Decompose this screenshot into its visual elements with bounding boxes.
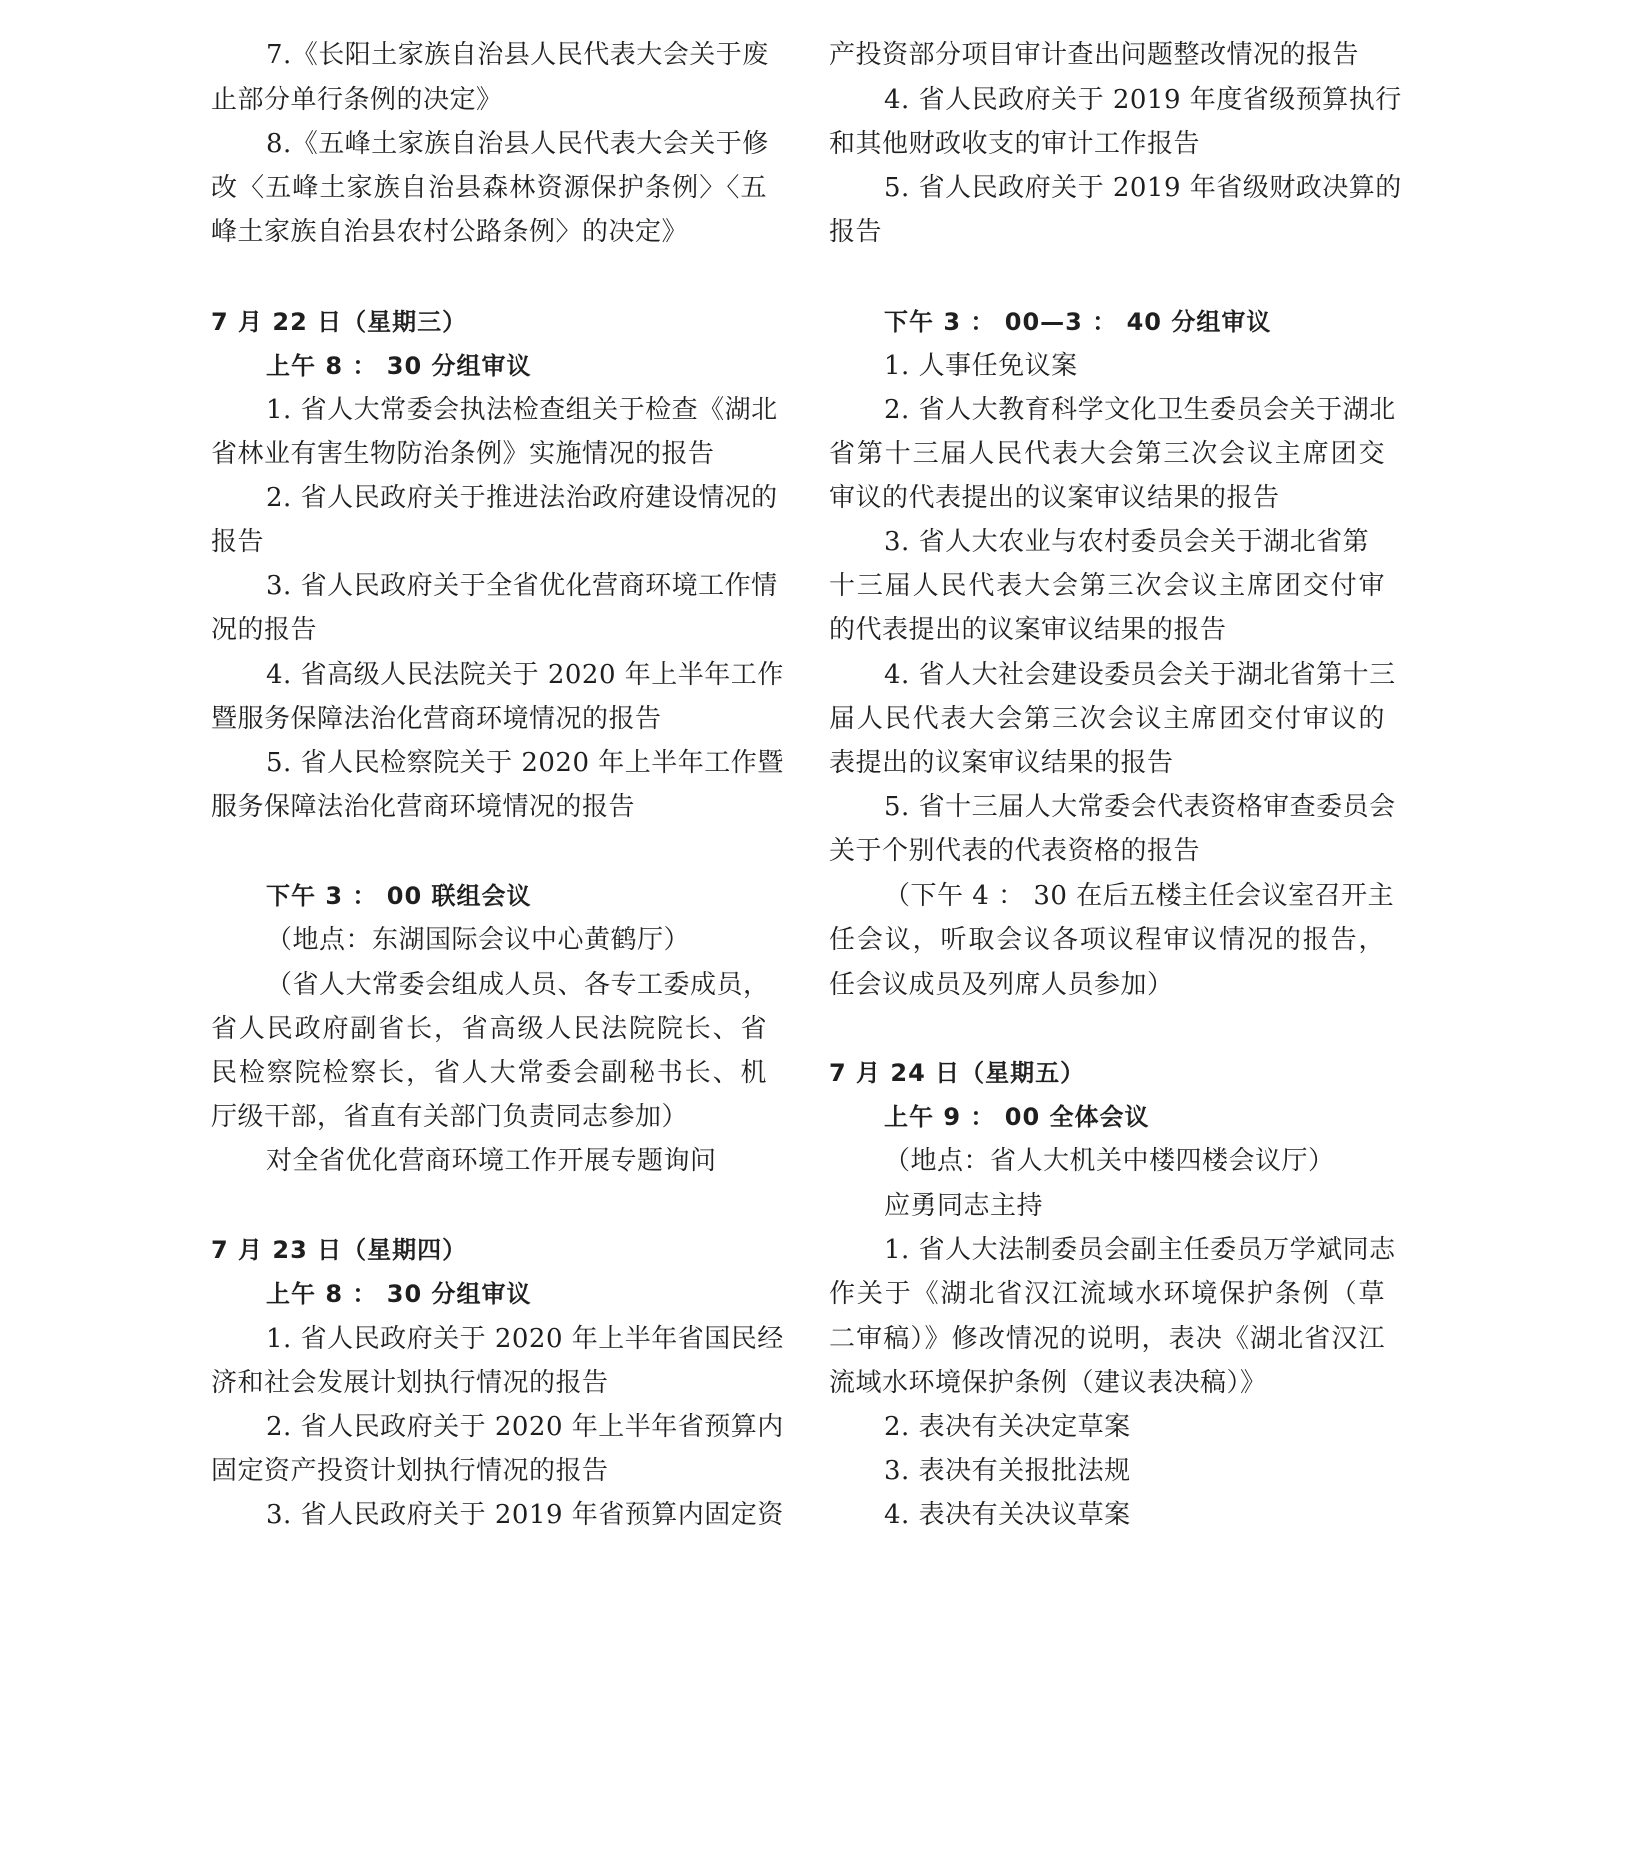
text-line: 应勇同志主持 [884,1191,1044,1221]
text-line: 4. 省人大社会建设委员会关于湖北省第十三 [884,660,1396,690]
text-line: 1. 省人大常委会执法检查组关于检查《湖北 [266,395,778,425]
session-heading: 上午 8 ： 30 分组审议 [266,1280,532,1308]
text-line: （下午 4 ： 30 在后五楼主任会议室召开主 [884,881,1395,911]
text-line: 对全省优化营商环境工作开展专题询问 [266,1146,717,1176]
text-line: 和其他财政收支的审计工作报告 [829,129,1201,159]
text-line: 省第十三届人民代表大会第三次会议主席团交 [829,439,1385,469]
date-heading-jul-23: 7 月 23 日（星期四） [211,1236,468,1264]
text-line: 暨服务保障法治化营商环境情况的报告 [211,704,662,734]
date-heading-jul-22: 7 月 22 日（星期三） [211,308,468,336]
text-line: 1. 人事任免议案 [884,351,1078,381]
text-line: 十三届人民代表大会第三次会议主席团交付审 [829,571,1385,601]
text-line: 7.《长阳土家族自治县人民代表大会关于废 [266,40,769,70]
text-line: 的代表提出的议案审议结果的报告 [829,615,1227,645]
text-line: 4. 省高级人民法院关于 2020 年上半年工作 [266,660,784,690]
text-line: 3. 省人大农业与农村委员会关于湖北省第 [884,527,1370,557]
text-line: 8.《五峰土家族自治县人民代表大会关于修 [266,129,769,159]
text-line: （省人大常委会组成人员、各专工委成员， [266,970,770,1000]
text-line: 止部分单行条例的决定》 [211,85,503,115]
text-line: 任会议成员及列席人员参加） [829,970,1174,1000]
session-heading: 上午 8 ： 30 分组审议 [266,352,532,380]
date-heading-jul-24: 7 月 24 日（星期五） [829,1059,1086,1087]
text-line: 厅级干部，省直有关部门负责同志参加） [211,1102,689,1132]
text-line: （地点：东湖国际会议中心黄鹤厅） [266,925,691,955]
text-line: 报告 [211,527,265,557]
text-line: 流域水环境保护条例（建议表决稿）》 [829,1368,1267,1398]
text-line: 4. 省人民政府关于 2019 年度省级预算执行 [884,85,1402,115]
text-line: 2. 省人大教育科学文化卫生委员会关于湖北 [884,395,1396,425]
text-line: 峰土家族自治县农村公路条例〉的决定》 [211,217,689,247]
text-line: 1. 省人民政府关于 2020 年上半年省国民经 [266,1324,784,1354]
text-line: 固定资产投资计划执行情况的报告 [211,1456,609,1486]
text-line: 改〈五峰土家族自治县森林资源保护条例〉〈五 [211,173,767,203]
text-line: 任会议，听取会议各项议程审议情况的报告， [829,925,1385,955]
text-line: 济和社会发展计划执行情况的报告 [211,1368,609,1398]
text-line: 审议的代表提出的议案审议结果的报告 [829,483,1280,513]
text-line: 二审稿）》修改情况的说明，表决《湖北省汉江 [829,1324,1385,1354]
text-line: 报告 [829,217,883,247]
text-line: 届人民代表大会第三次会议主席团交付审议的 [829,704,1385,734]
text-line: 关于个别代表的代表资格的报告 [829,836,1201,866]
text-line: 作关于《湖北省汉江流域水环境保护条例（草 [829,1279,1385,1309]
text-line: 3. 省人民政府关于全省优化营商环境工作情 [266,571,778,601]
text-line: 省人民政府副省长，省高级人民法院院长、省 [211,1014,767,1044]
text-line: 省林业有害生物防治条例》实施情况的报告 [211,439,715,469]
text-line: 5. 省人民检察院关于 2020 年上半年工作暨 [266,748,784,778]
text-line: 2. 表决有关决定草案 [884,1412,1131,1442]
session-heading: 下午 3 ： 00—3 ： 40 分组审议 [884,308,1272,336]
session-heading: 下午 3 ： 00 联组会议 [266,882,532,910]
text-line: 民检察院检察长，省人大常委会副秘书长、机 [211,1058,767,1088]
text-line: 况的报告 [211,615,318,645]
text-line: 产投资部分项目审计查出问题整改情况的报告 [829,40,1360,70]
text-line: 服务保障法治化营商环境情况的报告 [211,792,636,822]
text-line: 2. 省人民政府关于 2020 年上半年省预算内 [266,1412,784,1442]
text-line: 3. 省人民政府关于 2019 年省预算内固定资 [266,1500,784,1530]
text-line: 1. 省人大法制委员会副主任委员万学斌同志 [884,1235,1396,1265]
text-line: 3. 表决有关报批法规 [884,1456,1131,1486]
text-line: 5. 省人民政府关于 2019 年省级财政决算的 [884,173,1402,203]
text-line: 表提出的议案审议结果的报告 [829,748,1174,778]
session-heading: 上午 9 ： 00 全体会议 [884,1103,1150,1131]
text-line: （地点：省人大机关中楼四楼会议厅） [884,1146,1335,1176]
text-line: 5. 省十三届人大常委会代表资格审查委员会 [884,792,1396,822]
text-line: 4. 表决有关决议草案 [884,1500,1131,1530]
text-line: 2. 省人民政府关于推进法治政府建设情况的 [266,483,778,513]
